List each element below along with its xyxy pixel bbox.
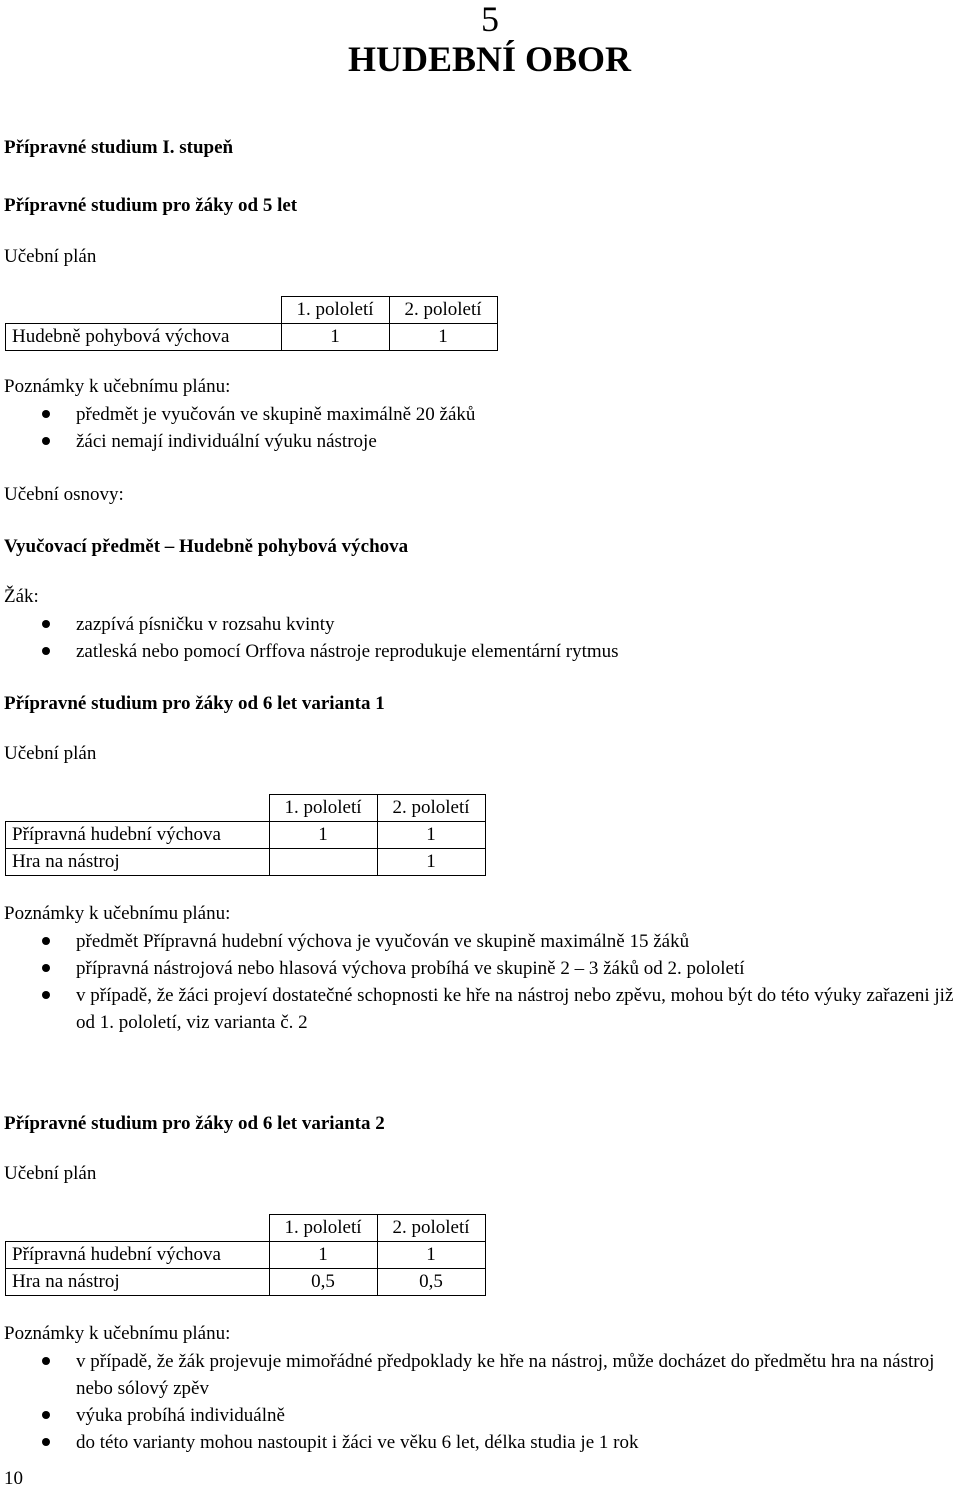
section-heading: Přípravné studium pro žáky od 6 let varianta 1 <box>4 693 385 714</box>
notes-list <box>4 1348 954 1456</box>
table-header-cell: 1. pololetí <box>281 297 389 324</box>
list-item: předmět Přípravná hudební výchova je vyučován ve skupině maximálně 15 žáků <box>4 928 954 955</box>
table-cell-subject: Hra na nástroj <box>6 849 270 876</box>
plan-table <box>5 1214 486 1296</box>
list-item: přípravná nástrojová nebo hlasová výchova probíhá ve skupině 2 – 3 žáků od 2. pololetí <box>4 955 954 982</box>
table-cell-value: 1 <box>389 324 497 351</box>
table-cell-value: 1 <box>281 324 389 351</box>
list-item: v případě, že žák projevuje mimořádné předpoklady ke hře na nástroj, může docházet do předmětu hra na nástroj nebo sólový zpěv <box>4 1348 954 1402</box>
section-heading: Přípravné studium I. stupeň <box>4 137 234 158</box>
chapter-title: HUDEBNÍ OBOR <box>348 39 632 79</box>
table-row <box>6 1242 486 1269</box>
table-cell-value: 1 <box>377 822 485 849</box>
list-item: do této varianty mohou nastoupit i žáci ve věku 6 let, délka studia je 1 rok <box>4 1429 954 1456</box>
plan-table <box>5 794 486 876</box>
table-header-cell: 1. pololetí <box>269 1215 377 1242</box>
table-header-cell: 2. pololetí <box>377 795 485 822</box>
osnovy-label: Učební osnovy: <box>4 484 124 505</box>
table-row <box>6 324 498 351</box>
list-item: zazpívá písničku v rozsahu kvinty <box>4 611 944 638</box>
plan-label: Učební plán <box>4 1163 97 1184</box>
notes-label: Poznámky k učebnímu plánu: <box>4 1323 231 1344</box>
table-header-row <box>6 795 486 822</box>
table-cell-subject: Přípravná hudební výchova <box>6 822 270 849</box>
table-cell-subject: Hra na nástroj <box>6 1269 270 1296</box>
table-cell-value: 0,5 <box>269 1269 377 1296</box>
notes-list <box>4 928 954 1036</box>
list-item: zatleská nebo pomocí Orffova nástroje reprodukuje elementární rytmus <box>4 638 944 665</box>
student-label: Žák: <box>4 586 39 607</box>
student-outcomes-list <box>4 611 944 665</box>
subsection-heading: Přípravné studium pro žáky od 5 let <box>4 195 298 216</box>
table-cell-value: 1 <box>269 1242 377 1269</box>
table-cell-value: 0,5 <box>377 1269 485 1296</box>
plan-table <box>5 296 498 351</box>
list-item: předmět je vyučován ve skupině maximálně 20 žáků <box>4 401 944 428</box>
subject-heading: Vyučovací předmět – Hudebně pohybová výchova <box>4 536 409 557</box>
notes-label: Poznámky k učebnímu plánu: <box>4 903 231 924</box>
table-cell-value: 1 <box>269 822 377 849</box>
plan-label: Učební plán <box>4 246 97 267</box>
plan-label: Učební plán <box>4 743 97 764</box>
table-header-cell: 2. pololetí <box>377 1215 485 1242</box>
section-heading: Přípravné studium pro žáky od 6 let varianta 2 <box>4 1113 385 1134</box>
table-cell-subject: Přípravná hudební výchova <box>6 1242 270 1269</box>
table-row <box>6 1269 486 1296</box>
list-item: výuka probíhá individuálně <box>4 1402 954 1429</box>
table-cell-value <box>269 849 377 876</box>
table-cell-value: 1 <box>377 849 485 876</box>
table-header-row <box>6 1215 486 1242</box>
table-header-row <box>6 297 498 324</box>
list-item: v případě, že žáci projeví dostatečné schopnosti ke hře na nástroj nebo zpěvu, mohou být do této výuky zařazeni již od 1. pololetí, viz varianta č. 2 <box>4 982 954 1036</box>
table-header-cell: 2. pololetí <box>389 297 497 324</box>
chapter-number: 5 <box>481 0 499 39</box>
page-number: 10 <box>4 1468 23 1489</box>
notes-list <box>4 401 944 455</box>
notes-label: Poznámky k učebnímu plánu: <box>4 376 231 397</box>
table-row <box>6 849 486 876</box>
list-item: žáci nemají individuální výuku nástroje <box>4 428 944 455</box>
table-cell-value: 1 <box>377 1242 485 1269</box>
table-row <box>6 822 486 849</box>
table-cell-subject: Hudebně pohybová výchova <box>6 324 282 351</box>
table-header-cell: 1. pololetí <box>269 795 377 822</box>
